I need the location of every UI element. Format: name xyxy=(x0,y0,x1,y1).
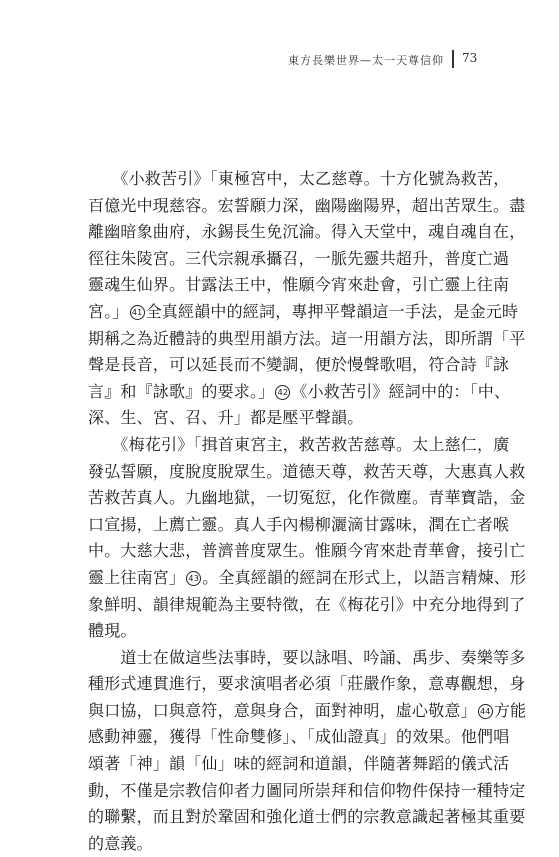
text-line xyxy=(88,592,526,619)
text-line xyxy=(88,671,526,698)
text-line xyxy=(88,272,522,299)
text-span: 言』和『詠歌』的要求。」 xyxy=(88,381,275,401)
text-line xyxy=(88,618,522,645)
text-line xyxy=(88,405,522,432)
text-line xyxy=(88,778,526,805)
text-span: 《小救苦引》「東極宮中，太乙慈尊。十方化號為救苦， xyxy=(88,169,510,188)
text-line xyxy=(88,485,526,512)
text-line xyxy=(88,698,527,725)
text-span: 體現。 xyxy=(88,621,137,641)
text-span: 種形式連貫進行，要求演唱者必須「莊嚴作象，意專觀想，身 xyxy=(88,674,526,694)
text-line xyxy=(88,432,522,459)
text-line xyxy=(88,831,522,857)
footnote-marker[interactable]: 44 xyxy=(478,704,493,719)
text-line xyxy=(88,804,526,831)
paragraph xyxy=(88,166,526,432)
text-line xyxy=(88,565,527,592)
text-span: 離幽暗象曲府，永錫長生免沉淪。得入天堂中，魂自魂自在， xyxy=(88,222,526,242)
text-line xyxy=(88,219,526,246)
text-span: 的聯繫，而且對於鞏固和強化道士們的宗教意識起著極其重要 xyxy=(88,807,526,827)
text-line xyxy=(88,459,526,486)
text-span: 象鮮明、韻律規範為主要特徵，在《梅花引》中充分地得到了 xyxy=(88,594,526,614)
text-span: 道士在做這些法事時，要以詠唱、吟誦、禹步、奏樂等多 xyxy=(88,647,526,667)
text-span: 與口協，口與意符，意與身合，面對神明，虛心敬意」 xyxy=(88,700,477,720)
text-span: 《梅花引》「揖首東宮主，救苦救苦慈尊。太上慈仁，廣 xyxy=(88,434,510,454)
text-line xyxy=(88,751,522,778)
text-span: 全真經韻中的經詞，專押平聲韻這一手法，是金元時 xyxy=(145,301,519,321)
text-span: 。全真經韻的經詞在形式上，以語言精煉、形 xyxy=(202,567,527,587)
page-number: 73 xyxy=(462,51,478,65)
text-span: 百億光中現慈容。宏誓願力深，幽陽幽陽界，超出苦眾生。盡 xyxy=(88,195,526,215)
text-span: 靈上往南宮」 xyxy=(88,567,186,587)
paragraph xyxy=(88,432,527,645)
text-line xyxy=(88,299,522,326)
running-title: 東方長樂世界—太一天尊信仰 xyxy=(288,54,444,67)
text-line xyxy=(88,379,522,406)
text-line xyxy=(88,166,522,193)
text-span: 口宣揚，上薦亡靈。真人手內楊柳灑滴甘露味，潤在亡者喉 xyxy=(88,514,510,534)
text-line xyxy=(88,724,522,751)
body-text xyxy=(88,166,527,857)
text-span: 靈魂生仙界。甘露法王中，惟願今宵來赴會，引亡靈上往南 xyxy=(88,275,510,295)
text-span: 苦救苦真人。九幽地獄，一切冤愆，化作微塵。青華寶誥，金 xyxy=(88,488,526,508)
text-span: 頌著「神」韻「仙」味的經詞和道韻，伴隨著舞蹈的儀式活 xyxy=(88,754,510,774)
header-divider xyxy=(452,50,454,68)
paragraph xyxy=(88,645,527,857)
text-span: 動，不僅是宗教信仰者力圖同所崇拜和信仰物件保持一種特定 xyxy=(88,780,526,800)
text-line xyxy=(88,326,526,353)
text-span: 期稱之為近體詩的典型用韻方法。這一用韻方法，即所謂「平 xyxy=(88,328,526,348)
text-span: 中。大慈大悲，普濟普度眾生。惟願今宵來赴青華會，接引亡 xyxy=(88,541,526,561)
text-span: 發弘誓願，度脫度脫眾生。道德天尊，救苦天尊，大惠真人救 xyxy=(88,461,526,481)
text-span: 深、生、宮、召、升」都是壓平聲韻。 xyxy=(88,408,364,428)
text-line xyxy=(88,645,526,672)
text-line xyxy=(88,246,522,273)
text-span: 聲是長音，可以延長而不變調，便於慢聲歌唱，符合詩『詠 xyxy=(88,355,510,375)
footnote-marker[interactable]: 42 xyxy=(275,385,290,400)
footnote-marker[interactable]: 43 xyxy=(186,571,201,586)
text-line xyxy=(88,512,522,539)
text-span: 徑往朱陵宮。三代宗親承攝召，一脈先靈共超升，普度亡過 xyxy=(88,248,510,268)
running-header xyxy=(0,50,559,72)
text-span: 宮。」 xyxy=(88,301,129,321)
text-span: 《小救苦引》經詞中的：「中、 xyxy=(291,381,511,401)
text-line xyxy=(88,193,526,220)
text-span: 的意義。 xyxy=(88,833,153,853)
text-span: 感動神靈，獲得「性命雙修」、「成仙證真」的效果。他們唱 xyxy=(88,727,510,747)
text-span: 方能 xyxy=(493,700,527,720)
footnote-marker[interactable]: 41 xyxy=(130,305,145,320)
text-line xyxy=(88,538,526,565)
text-line xyxy=(88,352,522,379)
